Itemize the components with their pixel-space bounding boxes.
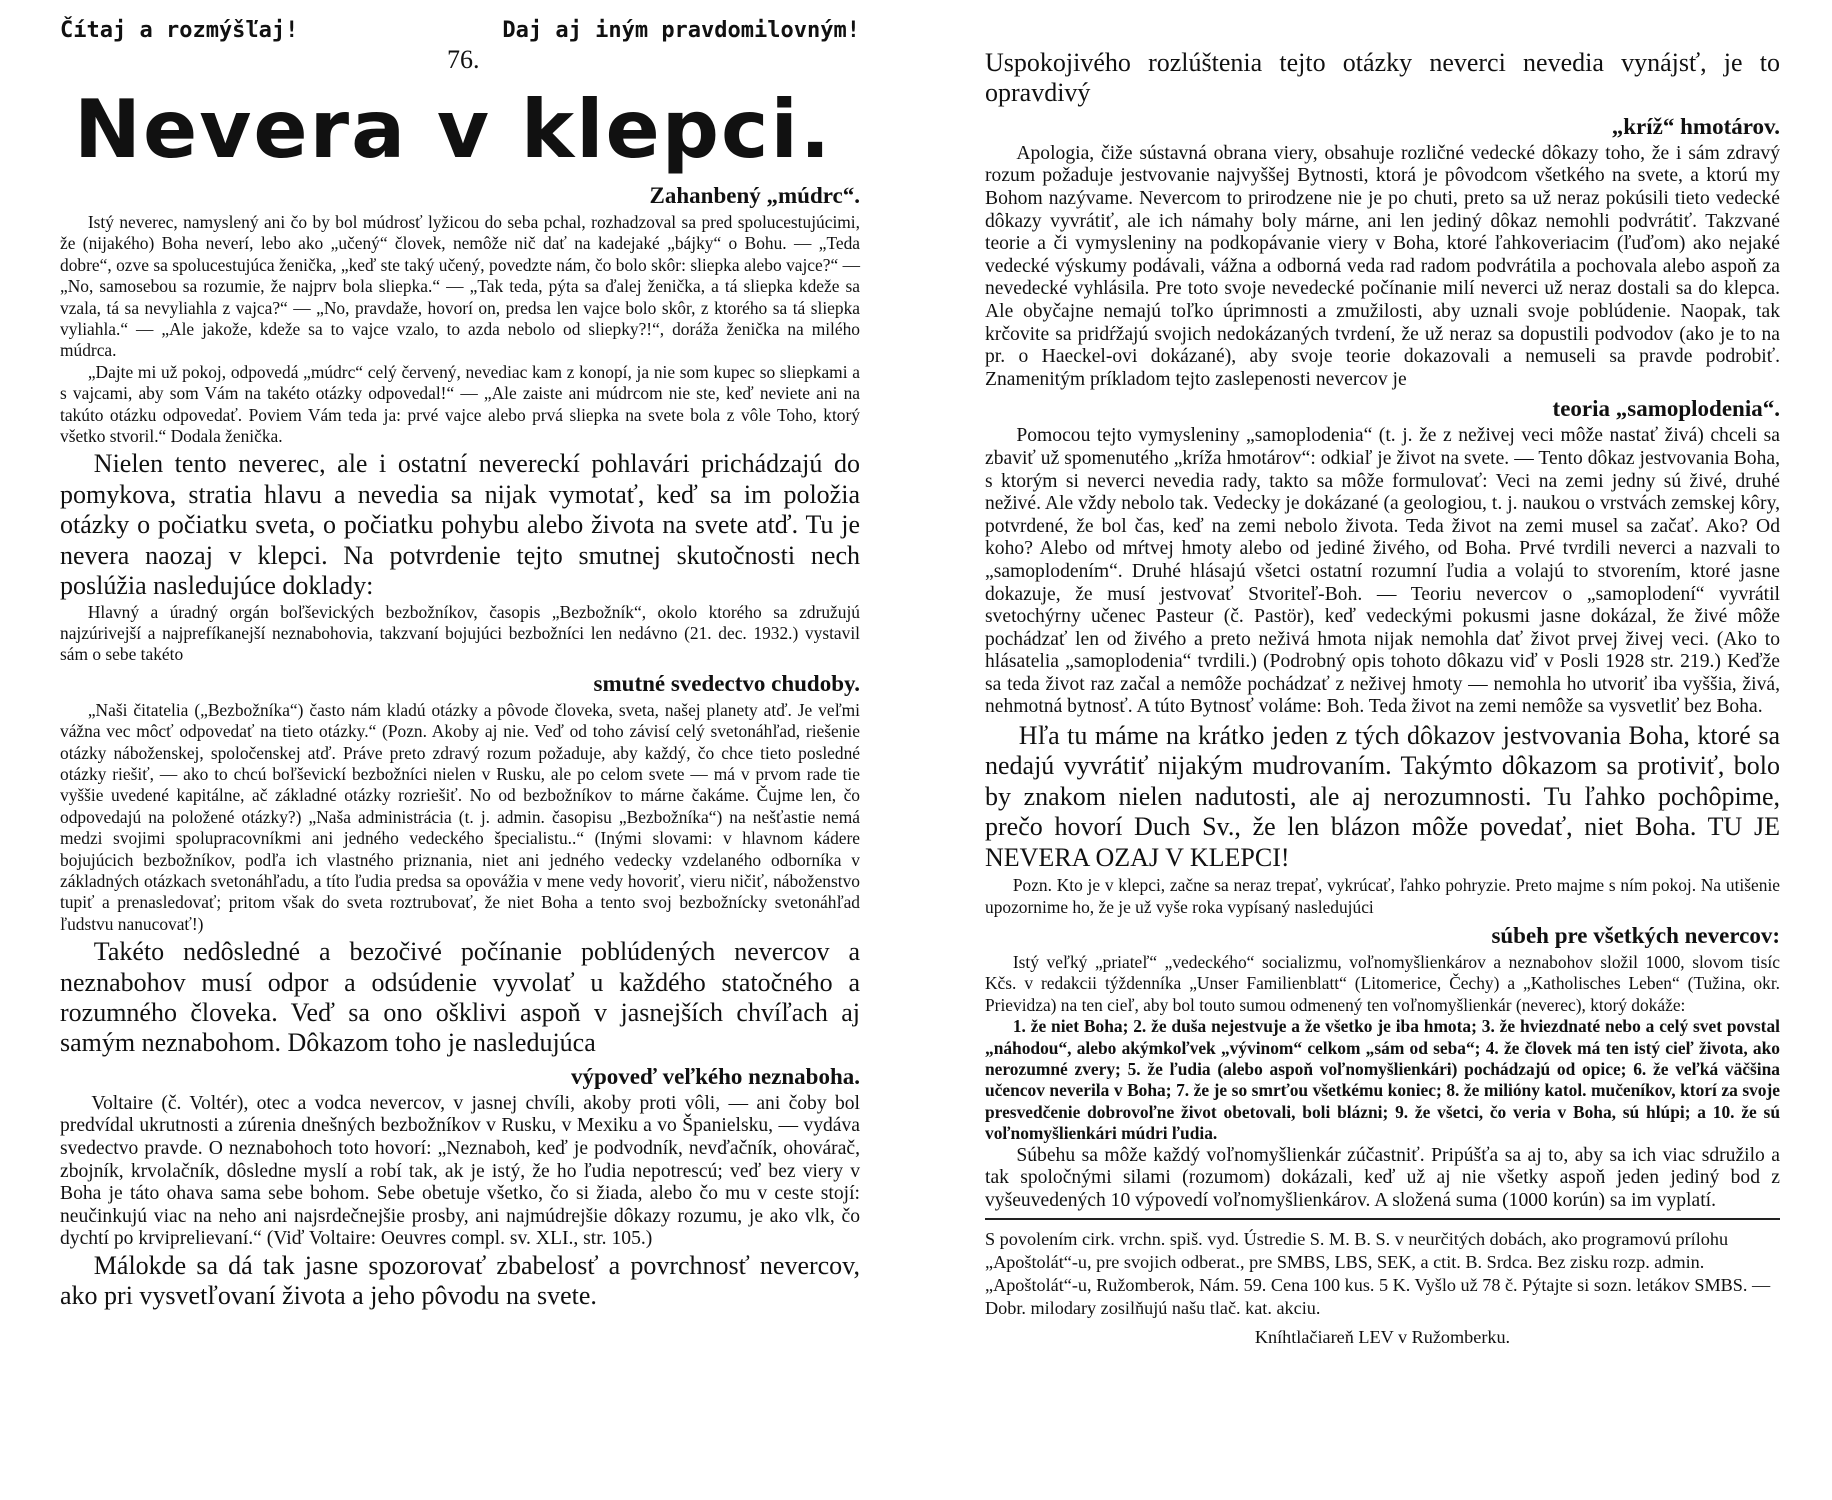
- paragraph-8: Málokde sa dá tak jasne spozorovať zbabelosť a povrchnosť nevercov, ako pri vysvetľovaní života a jeho pôvodu na svete.: [60, 1250, 860, 1311]
- r-paragraph-7: 1. že niet Boha; 2. že duša nejestvuje a že všetko je iba hmota; 3. že hviezdnaté nebo a celý svet povstal „náhodou“, alebo akýmkoľvek „vývinom“ celkom „sám od seba“; 4. že človek má ten istý cieľ života, ako nerozumné zvery; 5. že ľudia (alebo aspoň voľnomyšlienkári) pochádzajú od opice; 6. že veľká väčšina učencov neverila v Boha; 7. že je so smrťou všetkému koniec; 8. že milióny katol. mučeníkov, ktorí za svoje presvedčenie dobrovoľne život obetovali, boli blázni; 9. že všetci, čo veria v Boha, sú hlúpi; a 10. že sú voľnomyšlienkári múdri ľudia.: [985, 1016, 1780, 1144]
- subheading-zahanbeny: Zahanbený „múdrc“.: [649, 183, 860, 208]
- r-paragraph-4: Hľa tu máme na krátko jeden z tých dôkazov jestvovania Boha, ktoré sa nedajú vyvrátiť nijakým mudrovaním. Takýmto dôkazom sa protiviť, bolo by znakom nielen nadutosti, ale aj nerozumnosti. Tu ľahko pochôpime, prečo hovorí Duch Sv., že len blázon môže povedať, niet Boha. TU JE NEVERA OZAJ V KLEPCI!: [985, 721, 1780, 872]
- subheading-subeh: súbeh pre všetkých nevercov:: [1491, 922, 1780, 948]
- r-paragraph-8: Súbehu sa môže každý voľnomyšlienkár zúčastniť. Pripúšťa sa aj to, aby sa ich viac sdružilo a tak spoločnými silami (rozumom) dokázali, keď už aj nie všetky aspoň jeden jediný bod z vyšeuvedených 10 výpovedí voľnomyšlienkárov. A složená suma (1000 korún) sa im vyplatí.: [985, 1144, 1780, 1211]
- page-number: 76.: [447, 45, 480, 74]
- right-page: [985, 0, 1780, 1500]
- r-paragraph-5: Pozn. Kto je v klepci, začne sa neraz trepať, vykrúcať, ľahko pohryzie. Preto majme s ním pokoj. Na utišenie upozornime ho, že je už vyše roka vypísaný nasledujúci: [985, 875, 1780, 917]
- paragraph-1: Istý neverec, namyslený ani čo by bol múdrosť lyžicou do seba pchal, rozhadzoval sa pred spolucestujúcimi, že (nijakého) Boha neverí, lebo ako „učený“ človek, nemôže nič dať na kadejaké „bájky“ o Bohu. — „Teda dobre“, ozve sa spolucestujúca ženička, „keď ste taký učený, povedzte nám, čo bolo skôr: sliepka alebo vajce?“ — „No, samosebou sa rozumie, že najprv bola sliepka.“ — „Tak teda, pýta sa ďalej ženička, a tá sliepka kdeže sa vzala, tá sa nevyliahla z vajca?“ — „No, pravdaže, hovorí on, predsa len vajce bolo skôr, z ktorého sa tá sliepka vyliahla.“ — „Ale jakože, kdeže sa to vajce vzalo, to azda nebolo od sliepky?!“, dorážа ženička na milého múdrca.: [60, 212, 860, 361]
- paragraph-4: Hlavný a úradný orgán boľševických bezbožníkov, časopis „Bezbožník“, okolo ktorého sa združujú najzúrivejší a najprefíkanejší neznabohovia, takzvaní bojujúci bezbožníci len nedávno (21. dec. 1932.) vystavil sám o sebe takéto: [60, 601, 860, 665]
- r-paragraph-2: Apologia, čiže sústavná obrana viery, obsahuje rozličné vedecké dôkazy toho, že i sám zdravý rozum požaduje jestvovanie najvyššej Bytnosti, ktorá je pôvodcom všetkého na svete, a ktorú my Bohom nazývame. Nevercom to prirodzene nie je po chuti, preto sa už neraz pokúsili tieto vedecké dôkazy vyvrátiť, ale ich námahy boly márne, ani len jediný dôkaz nemohli podvrátiť. Takzvané teorie a či vymysleniny na podkopávanie viery v Boha, ktoré ľahkoveriacim (ľuďom) ako nejaké vedecké výskumy podávali, vážna a odborná veda rad radom podvrátila a pochovala alebo aspoň za nevedecké vyhlásila. Pre toto svoje nevedecké počínanie milí neverci už neraz dostali sa do klepca. Ale obyčajne nemajú toľko úprimnosti a zmužilosti, aby uznali svoje poblúdenie. Naopak, tak krčovite sa pridŕžajú svojich nedokázaných tvrdení, že už neraz sa dopustili podvodov (ako je to na pr. o Haeckel-ovi dokázané), aby svoje teorie dokazovali a nemuseli sa pravde podrobiť. Znamenitým príkladom tejto zaslepenosti nevercov je: [985, 142, 1780, 390]
- paragraph-6: Takéto nedôsledné a bezočivé počínanie poblúdených nevercov a neznabohov musí odpor a odsúdenie vyvolať u každého statočného a rozumného človeka. Veď sa ono ošklivі aspoň v jasnejších chvíľach aj samým neznabohom. Dôkazom toho je nasledujúca: [60, 937, 860, 1058]
- subheading-kriz: „kríž“ hmotárov.: [1611, 113, 1780, 139]
- divider: [985, 1218, 1780, 1220]
- r-paragraph-6: Istý veľký „priateľ“ „vedeckého“ socializmu, voľnomyšlienkárov a neznabohov složil 1000, slovom tisíc Kčs. v redakcii týždenníka „Unser Familienblatt“ (Litomerice, Čechy) a „Katholisches Leben“ (Tužina, okr. Prievidza) na ten cieľ, aby bol touto sumou odmenený ten voľnomyšlienkár (neverec), ktorý dokáže:: [985, 951, 1780, 1015]
- motto-left: Čítaj a rozmýšľaj!: [60, 18, 299, 43]
- motto-right: Daj aj iným pravdomilovným!: [502, 18, 860, 43]
- subheading-samoplodenie: teoria „samoplodenia“.: [1552, 396, 1780, 422]
- r-paragraph-3: Pomocou tejto vymysleniny „samoplodenia“ (t. j. že z neživej veci môže nastať živá) chceli sa zbaviť už spomenutého „kríža hmotárov“: odkiaľ je život na svete. — Tento dôkaz jestvovania Boha, s ktorým si neverci nevedia rady, takto sa môže formulovať: Veci na zemi jedny sú živé, druhé neživé. Ale vždy nebolo tak. Vedecky je dokázané (a geologiou, t. j. naukou o vrstvách zemskej kôry, potvrdené, že bol čas, keď na zemi nebolo života. Teda život na zemi musel sa začať. Ako? Od koho? Alebo od mŕtvej hmoty alebo od jediné živého, od Boha. Prvé tvrdili neverci a nazvali to „samoplodením“. Druhé hlásajú všetci ostatní rozumní ľudia a volajú to stvorením, ktoré jasne dokazuje, že musí jestvovať Stvoriteľ-Boh. — Teoriu nevercov o „samoplodení“ vyvrátil svetochýrny učenec Pasteur (č. Pastör), keď vedeckými pokusmi jasne dokázal, že živé môže pochádzať len od živého a preto neživá hmota nijak nemohla dať život prvej živej veci. (Ako to hlásatelia „samoplodenia“ tvrdili.) (Podrobný opis tohoto dôkazu viď v Posli 1928 str. 219.) Keďže sa teda život raz začal a nemôže pochádzať z neživej hmoty — nemohla ho utvoriť iba vyššia, živá, nehmotná bytnosť. A túto Bytnosť voláme: Boh. Teda život na zemi nemôže sa vysvetliť bez Boha.: [985, 425, 1780, 718]
- subheading-svedectvo: smutné svedectvo chudoby.: [593, 670, 860, 696]
- printer-line: Kníhtlačiareň LEV v Ružomberku.: [1254, 1327, 1511, 1348]
- paragraph-7: Voltaire (č. Voltér), otec a vodca nevercov, v jasnej chvíli, akoby proti vôli, — ani čoby bol predvídal ukrutnosti a zúrenia dnešných bezbožníkov v Rusku, v Mexiku a vo Španielsku, — vydáva svedectvo pravde. O neznabohoch toto hovorí: „Neznaboh, keď je podvodník, nevďačník, ohovárač, zbojník, krvolačník, dôsledne myslí a robí tak, ak je istý, že ho ľudia nepotrescú; veď bez viery v Boha je táto ohava sama sebe bohom. Sebe obetuje všetko, čo si žiada, alebo čo mu v ceste stojí: neučinkujú viac na neho ani najsrdečnejšie prosby, ani najmúdrejšie dôkazy rozumu, je ako vlk, čo dychtí po krviprelievaní.“ (Viď Voltaire: Oeuvres compl. sv. XLI., str. 105.): [60, 1092, 860, 1250]
- colophon: S povolením cirk. vrchn. spiš. vyd. Ústredie S. M. B. S. v neurčitých dobách, ako programovú prílohu „Apoštolát“-u, pre svojich odberat., pre SMBS, LBS, SEK, a ctit. B. Srdca. Bez zisku rozp. admin. „Apoštolát“-u, Ružomberok, Nám. 59. Cena 100 kus. 5 K. Vyšlo už 78 č. Pýtajte si sozn. letákov SMBS. — Dobr. milodary zosilňujú našu tlač. kat. akciu.: [985, 1229, 1771, 1319]
- page-title: Nevera v klepci.: [74, 83, 833, 176]
- left-page: [60, 0, 860, 1500]
- paragraph-3: Nielen tento neverec, ale i ostatní nevereckí pohlavári prichádzajú do pomykova, stratia hlavu a nevedia sa nijak vymotať, keď sa im položia otázky o počiatku sveta, o počiatku pohybu alebo života na svete atď. Tu je nevera naozaj v klepci. Na potvrdenie tejto smutnej skutočnosti nech poslúžia nasledujúce doklady:: [60, 449, 860, 601]
- subheading-vypoved: výpoveď veľkého neznaboha.: [571, 1063, 860, 1089]
- paragraph-2: „Dajte mi už pokoj, odpovedá „múdrc“ celý červený, nevediac kam z konopí, ja nie som kupec so sliepkami a s vajcami, aby som Vám na takéto otázky odpovedal!“ — „Ale zaiste ani múdrcom nie ste, keď neviete ani na takúto otázku odpovedať. Poviem Vám teda ja: prvé vajce alebo prvá sliepka na svete bola z vôle Toho, ktorý všetko stvoril.“ Dodala ženička.: [60, 361, 860, 447]
- paragraph-5: „Naši čitatelia („Bezbožníka“) často nám kladú otázky a pôvode človeka, sveta, našej planety atď. Je veľmi vážna vec môcť odpovedať na tieto otázky.“ (Pozn. Akoby aj nie. Veď od toho závisí celý svetonáhľad, riešenie otázky náboženskej, spoločenskej atď. Práve preto zdravý rozum požaduje, aby každý, čo chce tieto posledné otázky riešiť, — ako to chcú boľševickí bezbožníci nielen v Rusku, ale po celom svete — má v prvom rade tie vyššie uvedené kapitálne, ač základné otázky rozriešiť. No od bezbožníkov to márne čakáme. Čujme len, čo odpovedajú na položené otázky?) „Naša administrácia (t. j. admin. časopisu „Bezbožníka“) na nešťastie nemá medzi svojimi spolupracovníkmi ani jedného vedeckého špecialistu..“ (Inými slovami: v hlavnom kádere bojujúcich bezbožníkov, podľa ich vlastného priznania, niet ani jedného vedecky vzdelaného odborníka v základných otázkach svetonáhľadu, a títo ľudia predsa sa opovážia v mene vedy hovoriť, vieru ničiť, náboženstvo tupiť a prenasledovať; pritom však do sveta roztrubovať, že niet Boha a tento svoj bezbožnícky svetonáhľad ľudstvu nanucovať!): [60, 699, 860, 934]
- r-paragraph-1: Uspokojivého rozlúštenia tejto otázky neverci nevedia vynájsť, je to opravdivý: [985, 48, 1780, 108]
